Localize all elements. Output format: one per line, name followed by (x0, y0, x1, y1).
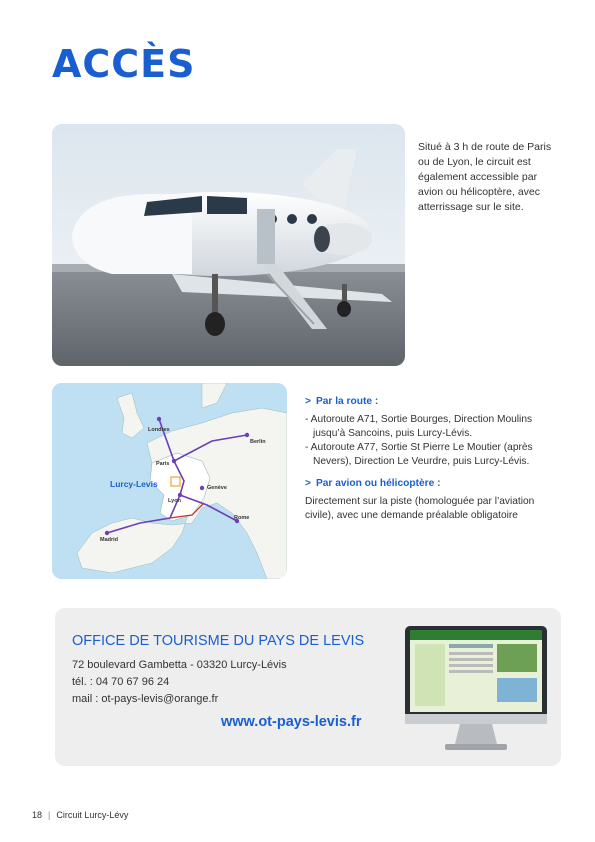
office-title: OFFICE DE TOURISME DU PAYS DE LEVIS (72, 633, 365, 649)
air-heading: > Par avion ou hélicoptère : (305, 478, 441, 489)
office-address: 72 boulevard Gambetta - 03320 Lurcy-Lévis (72, 659, 287, 671)
jet-photo (52, 124, 405, 366)
office-phone[interactable]: tél. : 04 70 67 96 24 (72, 676, 170, 688)
map-label-lyon: Lyon (168, 498, 181, 504)
page-footer (32, 810, 128, 820)
road-list (305, 413, 550, 469)
monitor-image (405, 626, 547, 754)
road-item-a71: - Autoroute A71, Sortie Bourges, Direction Moulins jusqu’à Sancoins, puis Lurcy-Lévis. (305, 414, 533, 439)
map-label-geneve: Genève (207, 485, 227, 491)
chevron-right-icon: > (305, 396, 311, 407)
access-directions (305, 395, 550, 523)
footer-separator: | (48, 810, 51, 820)
europe-map (52, 383, 287, 579)
office-website-link[interactable]: www.ot-pays-levis.fr (221, 714, 362, 730)
map-label-rome: Rome (234, 515, 250, 521)
road-item-a77: - Autoroute A77, Sortie St Pierre Le Moutier (après Nevers), Direction Le Veurdre, puis Lurcy-Lévis. (305, 442, 533, 467)
intro-text: Situé à 3 h de route de Paris ou de Lyon, le circuit est également accessible par avion ou hélicoptère, avec atterrissage sur le site. (418, 141, 552, 213)
page-title: ACCÈS (52, 42, 196, 86)
map-label-lurcy-levis: Lurcy-Levis (110, 479, 158, 489)
map-label-paris: Paris (156, 461, 170, 467)
page-number: 18 (32, 810, 43, 820)
europe-map-graphic (52, 383, 287, 579)
map-label-berlin: Berlin (250, 439, 266, 445)
tourism-office-box (55, 608, 561, 766)
road-heading: > Par la route : (305, 396, 379, 407)
air-text: Directement sur la piste (homologuée par l’aviation civile), avec une demande préalable obligatoire (305, 496, 535, 521)
private-jet-image (52, 124, 405, 366)
computer-monitor-icon (405, 626, 547, 754)
chevron-right-icon: > (305, 478, 311, 489)
office-email[interactable]: mail : ot-pays-levis@orange.fr (72, 693, 219, 705)
map-label-madrid: Madrid (100, 537, 119, 543)
footer-label: Circuit Lurcy-Lévy (56, 810, 129, 820)
map-label-londres: Londres (148, 427, 170, 433)
